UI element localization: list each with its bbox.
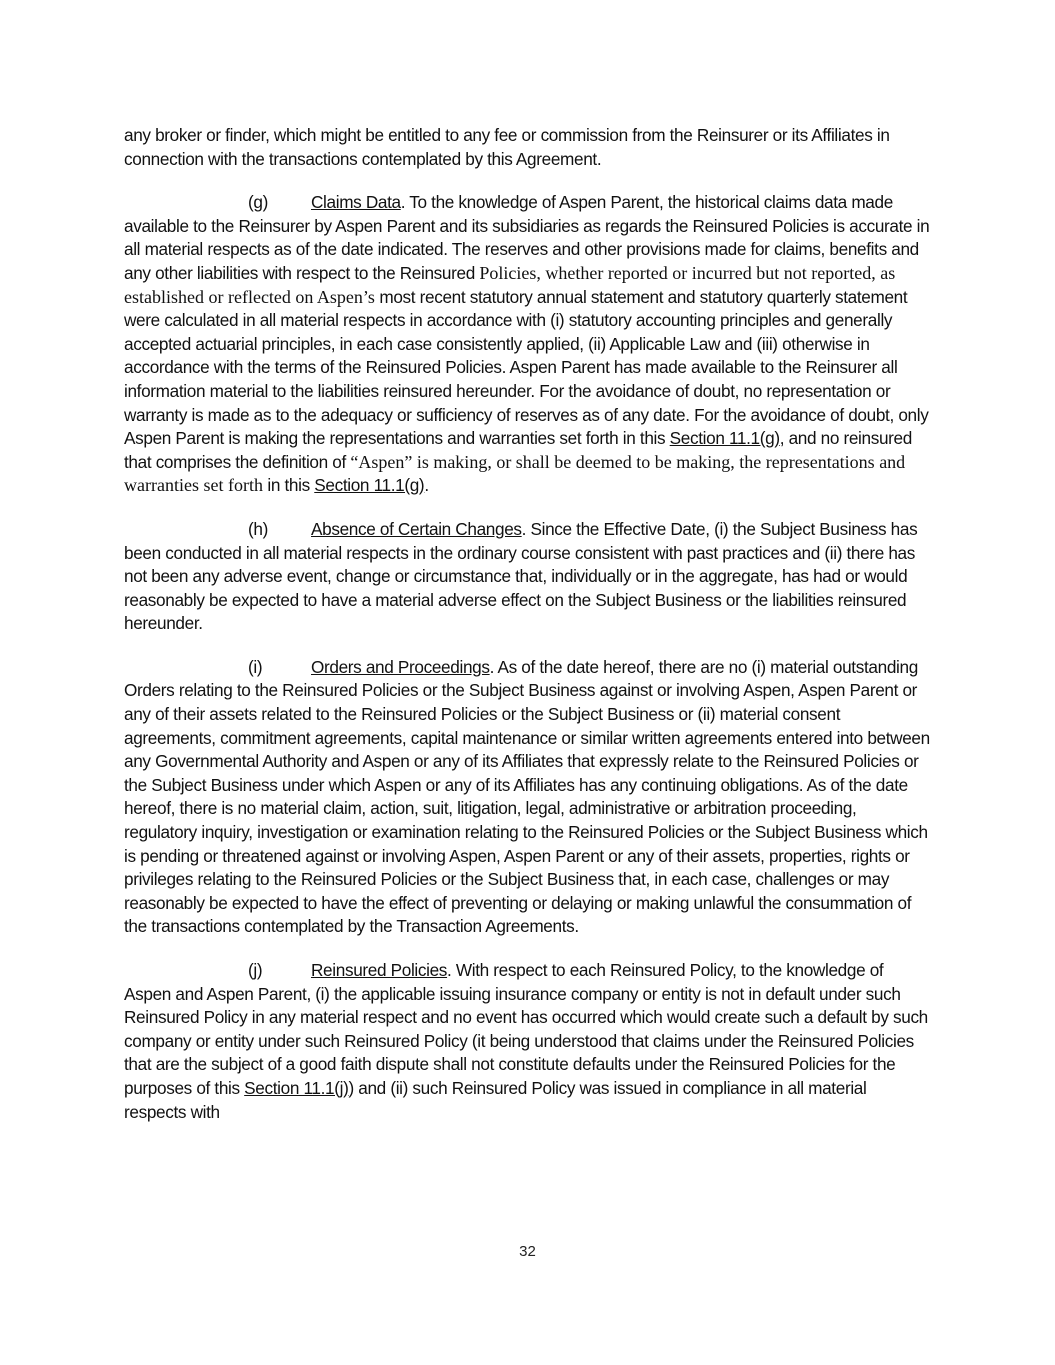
section-j-label: (j)	[248, 960, 263, 980]
section-g-paragraph	[124, 191, 930, 498]
section-i-label: (i)	[248, 656, 263, 677]
section-j-paragraph	[124, 959, 930, 1124]
page-number: 32	[519, 1243, 536, 1260]
section-g-label: (g)	[248, 192, 268, 213]
document-body	[124, 124, 930, 1144]
continuation-paragraph	[124, 124, 930, 171]
section-i-text: . As of the date hereof, there are no (i) material outstanding Orders relating to the Reinsured Policies or the Subject Business against or involving Aspen, Aspen Parent or any of their assets related to the Reinsured Policies or the Subject Business or (ii) material consent agreements, commitment agreements, capital maintenance or similar written agreements entered into between any Governmental Authority and Aspen or any of its Affiliates that expressly relate to the Reinsured Policies or the Subject Business under which Aspen or any of its Affiliates has any continuing obligations. As of the date hereof, there is no material claim, action, suit, litigation, legal, administrative or arbitration proceeding, regulatory inquiry, investigation or examination relating to the Reinsured Policies or the Subject Business which is pending or threatened against or involving Aspen, Aspen Parent or any of their assets, properties, rights or privileges relating to the Reinsured Policies or the Subject Business that, in each case, challenges or may reasonably be expected to have the effect of preventing or delaying or making unlawful the consummation of the transactions contemplated by the Transaction Agreements.	[124, 656, 930, 937]
section-j-text-2: ) and (ii) such Reinsured Policy was issued in compliance in all material respects with	[124, 1077, 867, 1122]
section-g-text-4: , and no reinsured that comprises the definition of	[124, 428, 912, 472]
section-h-paragraph	[124, 518, 930, 636]
section-g-text-7: .	[424, 475, 429, 496]
section-g-text-3: most recent statutory annual statement and statutory quarterly statement were calculated in all material respects in accordance with (i) statutory accounting principles and generally accepted actuarial principles, in each case consistently applied, (ii) Applicable Law and (iii) otherwise in accordance with the terms of the Reinsured Policies. Aspen Parent has made available to the Reinsurer all information material to the liabilities reinsured hereunder. For the avoidance of doubt, no representation or warranty is made as to the adequacy or sufficiency of reserves as of any date. For the avoidance of doubt, only Aspen Parent is making the representations and warranties set forth in this	[124, 286, 929, 449]
section-j-heading: Reinsured Policies	[311, 960, 448, 980]
section-h-text: . Since the Effective Date, (i) the Subject Business has been conducted in all material respects in the ordinary course consistent with past practices and (ii) there has not been any adverse event, change or circumstance that, individually or in the aggregate, has had or would reasonably be expected to have a material adverse effect on the Subject Business or the liabilities reinsured hereunder.	[124, 518, 918, 634]
section-g-text-5: “Aspen” is making, or shall be deemed to be making, the representations and warranties set forth	[124, 451, 906, 496]
section-j-reference: Section 11.1(j)	[244, 1077, 349, 1098]
section-g-text-6: in this	[262, 475, 315, 496]
section-g-text-2: Policies, whether reported or incurred but not reported, as established or reflected on Aspen’s	[124, 262, 896, 307]
section-i-paragraph	[124, 656, 930, 939]
section-g-reference-2: Section 11.1(g)	[314, 475, 425, 496]
section-i-heading: Orders and Proceedings	[311, 656, 490, 677]
continuation-text: any broker or finder, which might be entitled to any fee or commission from the Reinsurer or its Affiliates in connection with the transactions contemplated by this Agreement.	[124, 125, 890, 169]
section-g-heading: Claims Data	[311, 192, 401, 213]
section-j-text-1: . With respect to each Reinsured Policy, to the knowledge of Aspen and Aspen Parent, (i) the applicable issuing insurance company or entity is not in default under such Reinsured Policy in any material respect and no event has occurred which would create such a default by such company or entity under such Reinsured Policy (it being understood that claims under the Reinsured Policies that are the subject of a good faith dispute shall not constitute defaults under the Reinsured Policies for the purposes of this	[124, 960, 928, 1098]
section-g-text-1: . To the knowledge of Aspen Parent, the historical claims data made available to the Reinsurer by Aspen Parent and its subsidiaries as regards the Reinsured Policies is accurate in all material respects as of the date indicated. The reserves and other provisions made for claims, benefits and any other liabilities with respect to the Reinsured	[124, 192, 930, 283]
section-h-label: (h)	[248, 518, 268, 539]
section-g-reference-1: Section 11.1(g)	[669, 428, 780, 449]
section-h-heading: Absence of Certain Changes	[311, 518, 522, 539]
